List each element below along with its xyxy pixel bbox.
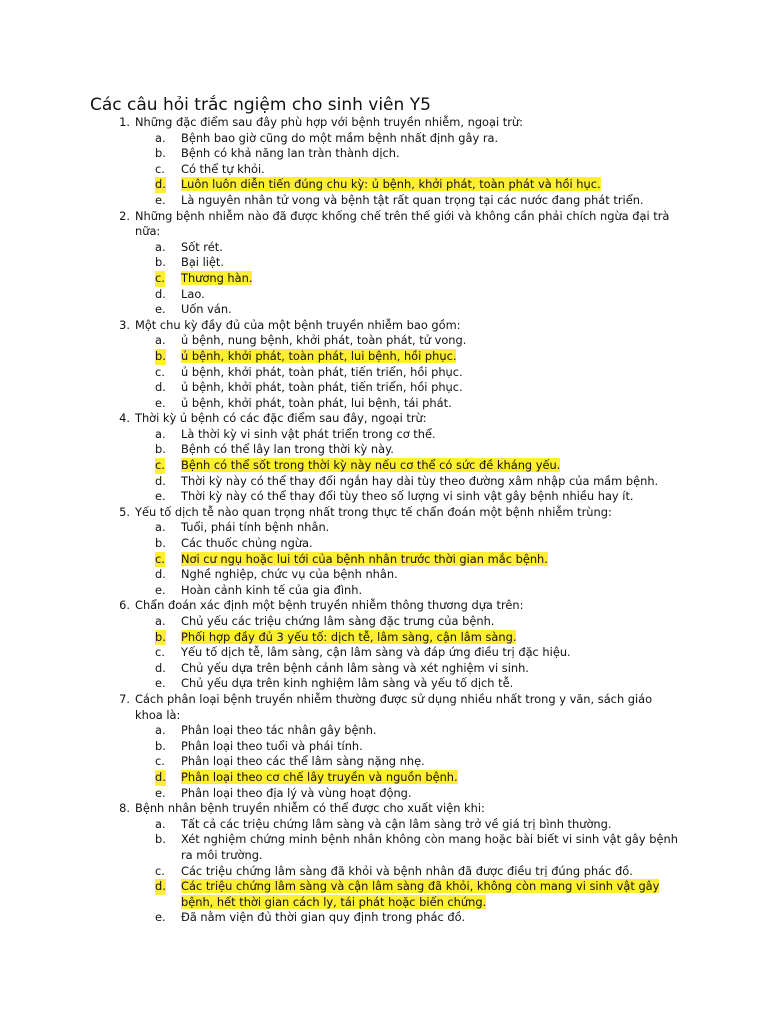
option-8a (0, 817, 768, 833)
question-text: Một chu kỳ đầy đủ của một bệnh truyền nhiễm bao gồm: (135, 317, 461, 332)
option-text-highlighted: Luôn luôn diễn tiến đúng chu kỳ: ủ bệnh, khởi phát, toàn phát và hồi hục. (181, 177, 601, 192)
option-letter: a. (155, 426, 166, 441)
option-letter: e. (155, 192, 166, 207)
option-letter: d. (155, 380, 166, 395)
option-letter: b. (155, 442, 166, 457)
option-letter: e. (155, 910, 166, 925)
option-8d (0, 879, 768, 910)
option-text: ủ bệnh, khởi phát, toàn phát, lui bệnh, tái phát. (181, 395, 452, 410)
option-6c (0, 645, 768, 661)
option-5e (0, 583, 768, 599)
option-7a (0, 723, 768, 739)
option-letter: e. (155, 676, 166, 691)
option-2e (0, 302, 768, 318)
option-7b (0, 739, 768, 755)
option-6e (0, 676, 768, 692)
question-number: 2. (119, 208, 130, 223)
option-letter: c. (155, 754, 165, 769)
question-7 (0, 692, 768, 723)
option-6b (0, 630, 768, 646)
option-text: Chủ yếu dựa trên kinh nghiệm lâm sàng và yếu tố dịch tễ. (181, 676, 514, 691)
option-letter: a. (155, 333, 166, 348)
option-letter: e. (155, 395, 166, 410)
option-6a (0, 614, 768, 630)
option-text: Là nguyên nhân tử vong và bệnh tật rất quan trọng tại các nước đang phát triển. (181, 192, 644, 207)
option-text: Phân loại theo địa lý và vùng hoạt động. (181, 785, 412, 800)
question-text: Thời kỳ ủ bệnh có các đặc điểm sau đây, ngoại trừ: (135, 411, 427, 426)
question-text: Những bệnh nhiễm nào đã được khống chế trên thế giới và không cần phải chích ngừa đại trà nữa: (135, 208, 670, 239)
option-4b (0, 442, 768, 458)
option-letter: c. (155, 161, 165, 176)
option-text: Có thể tự khỏi. (181, 161, 265, 176)
option-4e (0, 489, 768, 505)
option-letter: b. (155, 832, 166, 847)
option-letter-highlighted: d. (155, 177, 166, 192)
option-1c (0, 162, 768, 178)
option-text: Chủ yếu các triệu chứng lâm sàng đặc trưng của bệnh. (181, 614, 495, 628)
option-letter: b. (155, 738, 166, 753)
option-letter-highlighted: c. (155, 270, 165, 285)
option-2d (0, 287, 768, 303)
question-4 (0, 411, 768, 427)
question-text: Những đặc điểm sau đây phù hợp với bệnh truyền nhiễm, ngoại trừ: (135, 115, 523, 129)
question-number: 3. (119, 317, 130, 332)
option-text: Phân loại theo tác nhân gây bệnh. (181, 723, 377, 738)
option-letter: a. (155, 614, 166, 628)
option-3a (0, 333, 768, 349)
question-1 (0, 115, 768, 131)
option-1a (0, 131, 768, 147)
option-letter: b. (155, 146, 166, 161)
option-text: Bệnh bao giờ cũng do một mầm bệnh nhất định gây ra. (181, 130, 499, 145)
question-text: Bệnh nhân bệnh truyền nhiễm có thể được cho xuất viện khi: (135, 801, 485, 816)
question-3 (0, 318, 768, 334)
option-text-highlighted: Phối hợp đầy đủ 3 yếu tố: dịch tễ, lâm sàng, cận lâm sàng. (181, 629, 517, 644)
option-3d (0, 380, 768, 396)
option-4d (0, 474, 768, 490)
option-7d (0, 770, 768, 786)
option-text-highlighted: Phân loại theo cơ chế lây truyền và nguồn bệnh. (181, 769, 458, 784)
option-text: Yếu tố dịch tễ, lâm sàng, cận lâm sàng và đáp ứng điều trị đặc hiệu. (181, 645, 571, 660)
option-text: Bệnh có thể lây lan trong thời kỳ này. (181, 442, 394, 457)
option-text: Tất cả các triệu chứng lâm sàng và cận lâm sàng trở về giá trị bình thường. (181, 816, 612, 831)
option-text: Các thuốc chủng ngừa. (181, 536, 313, 551)
option-8c (0, 864, 768, 880)
document-title: Các câu hỏi trắc ngiệm cho sinh viên Y5 (90, 95, 431, 115)
option-text-highlighted: Bệnh có thể sốt trong thời kỳ này nếu cơ thể có sức đề kháng yếu. (181, 458, 561, 473)
option-letter: a. (155, 239, 166, 254)
option-text: Nghề nghiệp, chức vụ của bệnh nhân. (181, 567, 398, 582)
option-8e (0, 910, 768, 926)
option-letter-highlighted: b. (155, 348, 166, 363)
option-text: Tuổi, phái tính bệnh nhân. (181, 520, 330, 535)
question-number: 1. (119, 115, 130, 129)
option-letter: d. (155, 473, 166, 488)
option-2a (0, 240, 768, 256)
option-text: Xét nghiệm chứng minh bệnh nhân không còn mang hoặc bài biết vi sinh vật gây bệnh ra môi trường. (181, 832, 678, 862)
option-letter: b. (155, 536, 166, 551)
option-5b (0, 536, 768, 552)
option-text: Bại liệt. (181, 255, 225, 270)
option-1d (0, 177, 768, 193)
option-letter: b. (155, 255, 166, 270)
option-text: ủ bệnh, khởi phát, toàn phát, tiến triển, hồi phục. (181, 364, 463, 379)
option-text: Uốn ván. (181, 302, 232, 317)
option-text-highlighted: Nơi cư ngụ hoặc lui tới của bệnh nhân trước thời gian mắc bệnh. (181, 551, 548, 566)
option-text: ủ bệnh, khởi phát, toàn phát, tiến triển, hồi phục. (181, 380, 463, 395)
option-text: Các triệu chứng lâm sàng đã khỏi và bệnh nhân đã được điều trị đúng phác đồ. (181, 863, 633, 878)
option-text: Phân loại theo tuổi và phái tính. (181, 738, 363, 753)
question-2 (0, 209, 768, 240)
option-letter: d. (155, 567, 166, 582)
option-letter: a. (155, 816, 166, 831)
option-text: ủ bệnh, nung bệnh, khởi phát, toàn phát, tử vong. (181, 333, 467, 348)
option-text: Đã nằm viện đủ thời gian quy định trong phác đồ. (181, 910, 466, 925)
option-4a (0, 427, 768, 443)
question-number: 5. (119, 504, 130, 519)
question-5 (0, 505, 768, 521)
option-text: Hoàn cảnh kinh tế của gia đình. (181, 582, 363, 597)
option-8b (0, 832, 768, 863)
option-letter-highlighted: d. (155, 769, 166, 784)
option-text: Chủ yếu dựa trên bệnh cảnh lâm sàng và xét nghiệm vi sinh. (181, 660, 529, 675)
question-list (0, 115, 768, 926)
option-letter: d. (155, 286, 166, 301)
option-3e (0, 396, 768, 412)
option-5c (0, 552, 768, 568)
option-letter: e. (155, 785, 166, 800)
option-letter: e. (155, 302, 166, 317)
question-text: Cách phân loại bệnh truyền nhiễm thường được sử dụng nhiều nhất trong y văn, sách giáo khoa là: (135, 691, 653, 722)
option-text-highlighted: Thương hàn. (181, 270, 253, 285)
option-letter: d. (155, 660, 166, 675)
option-text: Phân loại theo các thể lâm sàng nặng nhẹ. (181, 754, 425, 769)
option-4c (0, 458, 768, 474)
option-letter-highlighted: c. (155, 551, 165, 566)
option-7e (0, 786, 768, 802)
option-letter: a. (155, 130, 166, 145)
option-1e (0, 193, 768, 209)
question-number: 7. (119, 691, 130, 706)
option-letter: c. (155, 364, 165, 379)
question-text: Chẩn đoán xác định một bệnh truyền nhiễm thông thương dựa trên: (135, 598, 524, 613)
option-letter: c. (155, 863, 165, 878)
question-6 (0, 598, 768, 614)
option-6d (0, 661, 768, 677)
question-number: 6. (119, 598, 130, 613)
option-text: Thời kỳ này có thể thay đổi ngắn hay dài tùy theo đường xâm nhập của mầm bệnh. (181, 473, 659, 488)
option-letter-highlighted: b. (155, 629, 166, 644)
option-text-highlighted: ủ bệnh, khởi phát, toàn phát, lui bệnh, hồi phục. (181, 348, 457, 363)
option-text: Bệnh có khả năng lan tràn thành dịch. (181, 146, 400, 161)
option-text: Là thời kỳ vi sinh vật phát triển trong cơ thể. (181, 426, 436, 441)
option-letter: a. (155, 723, 166, 738)
option-5d (0, 567, 768, 583)
option-letter: c. (155, 645, 165, 660)
question-8 (0, 801, 768, 817)
option-letter-highlighted: d. (155, 879, 166, 894)
option-letter-highlighted: c. (155, 458, 165, 473)
option-2b (0, 255, 768, 271)
option-letter: a. (155, 520, 166, 535)
option-letter: e. (155, 582, 166, 597)
question-text: Yếu tố dịch tễ nào quan trọng nhất trong thực tế chẩn đoán một bệnh nhiễm trùng: (135, 504, 612, 519)
option-1b (0, 146, 768, 162)
question-number: 8. (119, 801, 130, 816)
option-letter: e. (155, 489, 166, 504)
option-3b (0, 349, 768, 365)
option-5a (0, 520, 768, 536)
option-text-highlighted: Các triệu chứng lâm sàng và cận lâm sàng đã khỏi, không còn mang vi sinh vật gây bệnh, hết thời gian cách ly, tái phát hoặc biến chứng. (181, 879, 660, 909)
option-3c (0, 365, 768, 381)
option-text: Lao. (181, 286, 205, 301)
option-text: Thời kỳ này có thể thay đổi tùy theo số lượng vi sinh vật gây bệnh nhiều hay ít. (181, 489, 634, 504)
option-2c (0, 271, 768, 287)
option-text: Sốt rét. (181, 239, 223, 254)
question-number: 4. (119, 411, 130, 426)
option-7c (0, 754, 768, 770)
